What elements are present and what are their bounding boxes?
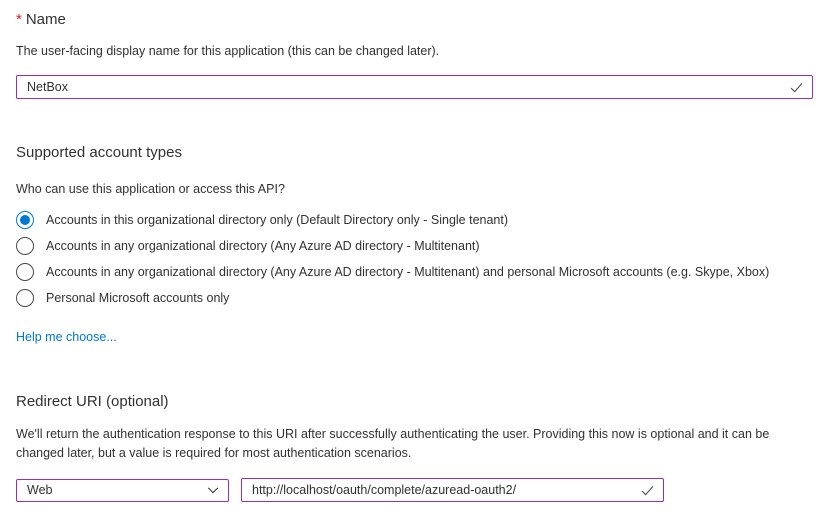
radio-option-multitenant[interactable]: [16, 233, 813, 259]
radio-button-icon[interactable]: [16, 237, 34, 255]
chevron-down-icon: [206, 483, 220, 497]
valid-checkmark-icon: [789, 80, 804, 95]
radio-option-label: Accounts in any organizational directory (Any Azure AD directory - Multitenant): [46, 239, 480, 253]
platform-select-dropdown[interactable]: [16, 479, 229, 502]
help-me-choose-link[interactable]: Help me choose...: [16, 330, 117, 344]
account-types-section-title: Supported account types: [16, 144, 182, 161]
redirect-uri-input[interactable]: [242, 483, 636, 497]
redirect-uri-row: [16, 478, 813, 502]
redirect-uri-input-container: [241, 478, 664, 502]
name-title-text: Name: [25, 11, 66, 28]
name-input[interactable]: [17, 80, 785, 94]
redirect-uri-section-title: Redirect URI (optional): [16, 393, 169, 410]
radio-option-multitenant-personal[interactable]: [16, 259, 813, 285]
radio-button-icon[interactable]: [16, 289, 34, 307]
radio-option-label: Accounts in any organizational directory (Any Azure AD directory - Multitenant) and personal Microsoft accounts (e.g. Skype, Xbox): [46, 265, 770, 279]
platform-selected-value: Web: [27, 483, 53, 497]
name-section-title: [16, 0, 813, 30]
required-asterisk: *: [16, 11, 22, 28]
radio-button-icon[interactable]: [16, 211, 34, 229]
radio-option-label: Accounts in this organizational directory only (Default Directory only - Single tenant): [46, 213, 509, 227]
radio-option-personal-only[interactable]: [16, 285, 813, 311]
valid-checkmark-icon: [640, 483, 655, 498]
radio-option-label: Personal Microsoft accounts only: [46, 291, 230, 305]
radio-option-single-tenant[interactable]: [16, 207, 813, 233]
account-types-radio-group: [16, 207, 813, 311]
radio-button-icon[interactable]: [16, 263, 34, 281]
redirect-uri-description: We'll return the authentication response to this URI after successfully authenticating the user. Providing this now is optional and it can be changed later, but a value is required for most authentication scenarios.: [16, 427, 770, 460]
account-types-question: Who can use this application or access this API?: [16, 182, 285, 196]
name-input-container: [16, 75, 813, 99]
name-description: The user-facing display name for this application (this can be changed later).: [16, 44, 440, 58]
